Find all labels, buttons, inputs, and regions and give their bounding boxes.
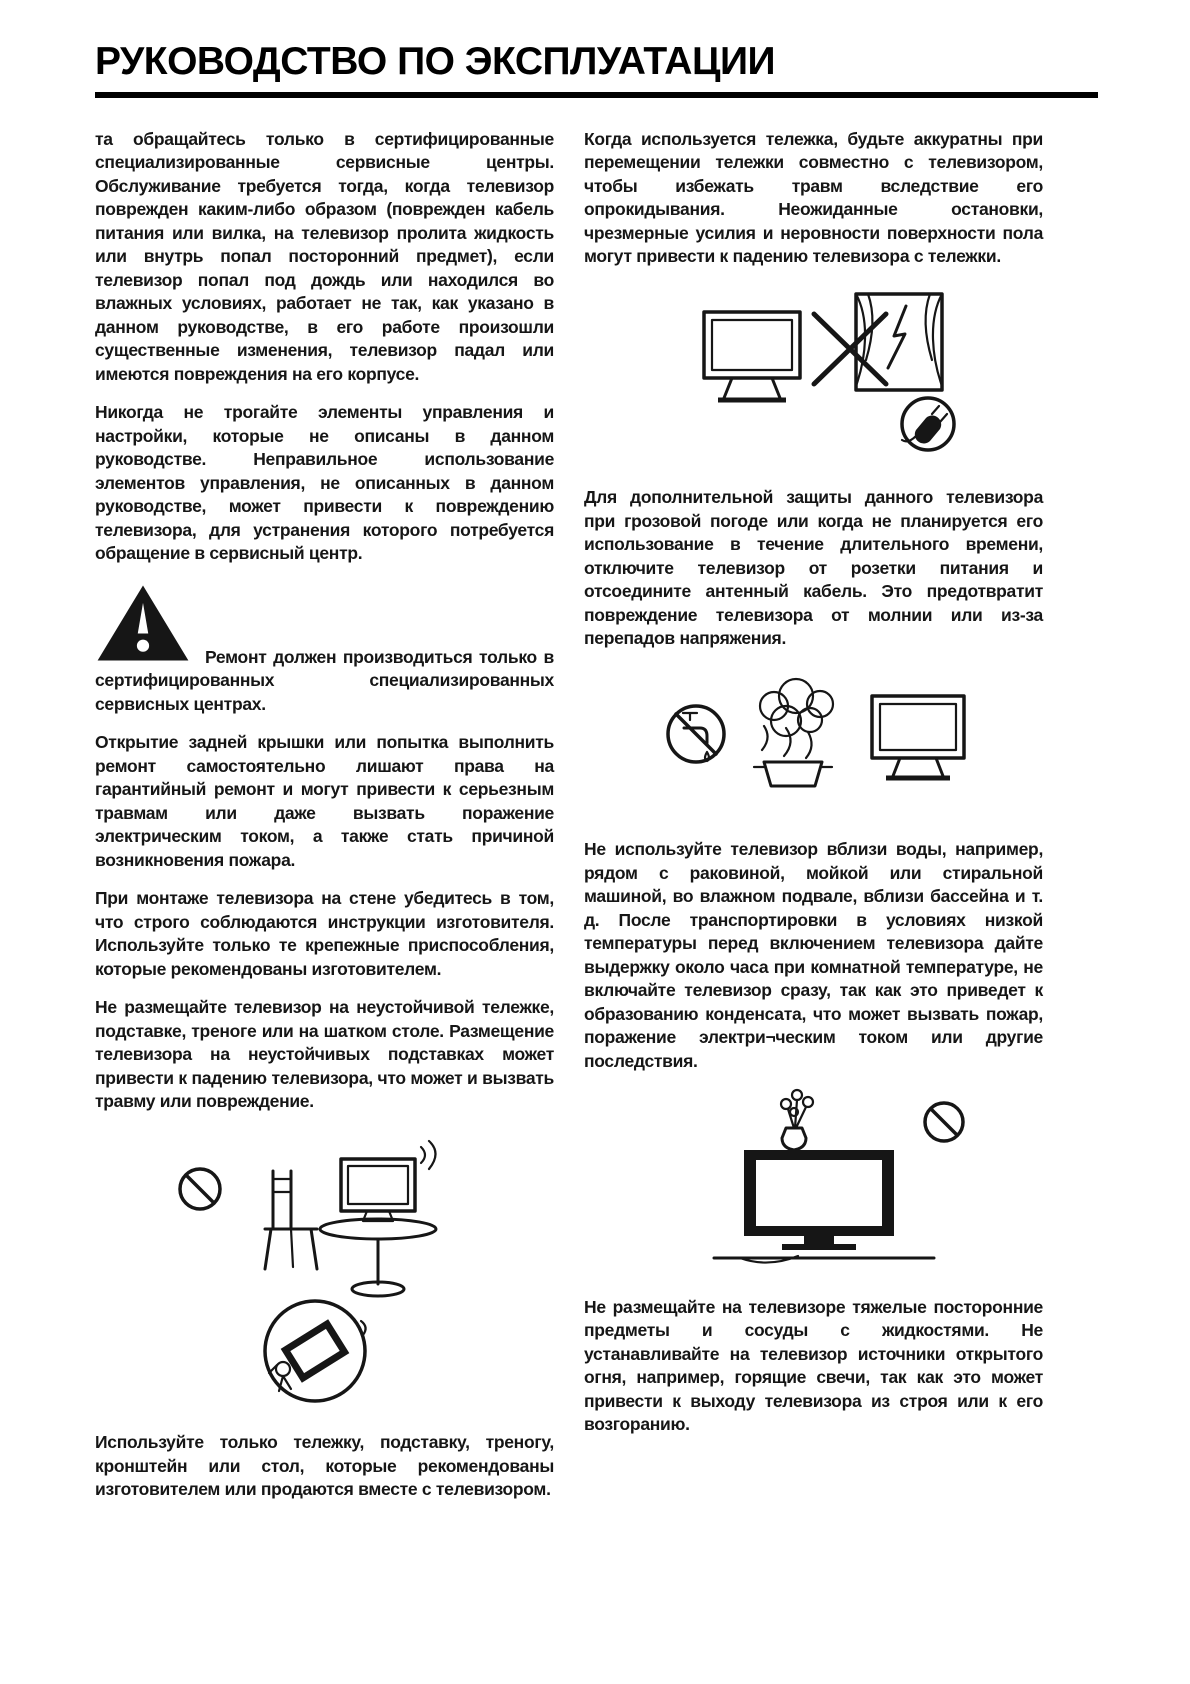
tv-icon bbox=[744, 1150, 894, 1250]
paragraph-wall-mount: При монтаже телевизора на стене убедитесь в том, что строго соблюдаются инструкции изготовителя. Используйте только те крепежные приспособления, которые рекомендованы изготовителем. bbox=[95, 888, 554, 979]
tv-icon bbox=[704, 312, 800, 400]
prohibition-circle-icon bbox=[925, 1103, 963, 1141]
paragraph-storm: Для дополнительной защиты данного телевизора при грозовой погоде или когда не планируется его использование в течение длительного времени, отключите телевизор от розетки питания и отсоедините антенный кабель. Это предотвратит повреждение телевизора от молнии или из-за перепадов напряжения. bbox=[584, 487, 1043, 649]
prohibition-circle-icon bbox=[180, 1169, 220, 1209]
paragraph-cart: Когда используется тележка, будьте аккуратны при перемещении тележки совместно с телевизором, чтобы избежать травм вследствие его опрокидывания. Неожиданные остановки, чрезмерные усилия и неровности поверхности пола могут привести к падению телевизора с тележки. bbox=[584, 128, 1043, 267]
table-surface-icon bbox=[714, 1256, 934, 1263]
left-column bbox=[95, 128, 554, 1517]
round-table-icon bbox=[320, 1219, 436, 1296]
no-vase-illustration bbox=[584, 1088, 1043, 1280]
tv-icon bbox=[872, 696, 964, 778]
right-column bbox=[584, 128, 1043, 1517]
no-vase-drawing bbox=[644, 1088, 984, 1273]
lightning-unplug-illustration bbox=[584, 284, 1043, 471]
paragraph-unstable-stand: Не размещайте телевизор на неустойчивой тележке, подставке, треноге или на шатком столе. Размещение телевизора на неустойчивых подставках может привести к падению телевизора, что может и вызвать травму или повреждение. bbox=[95, 997, 554, 1112]
window-lightning-icon bbox=[856, 294, 942, 390]
chair-icon bbox=[265, 1171, 317, 1269]
warning-triangle-icon bbox=[95, 581, 191, 665]
steam-cloud-icon bbox=[760, 679, 833, 758]
paragraph-controls: Никогда не трогайте элементы управления и настройки, которые не описаны в данном руководстве. Неправильное использование элементов управления, не описанных в данном руководстве, может привести к повреждению телевизора, для устранения которого потребуется обращение в сервисный центр. bbox=[95, 402, 554, 564]
paragraph-back-cover: Открытие задней крышки или попытка выполнить ремонт самостоятельно лишают права на гарантийный ремонт и могут привести к серьезным травмам или даже вызвать поражение электрическим током, а также стать причиной возникновения пожара. bbox=[95, 732, 554, 870]
title-rule bbox=[95, 92, 1098, 98]
no-water-illustration bbox=[584, 666, 1043, 823]
paragraph-service-centers: та обращайтесь только в сертифицированные специализированные сервисные центры. Обслуживание требуется тогда, когда телевизор поврежден каким-либо образом (поврежден кабель питания или вилка, на телевизор пролита жидкость или внутрь попал посторонний предмет), если телевизор попал под дождь или находился во влажных условиях, работает не так, как указано в данном руководстве, в его работе произошли существенные изменения, телевизор падал или имеются повреждения на его корпусе. bbox=[95, 128, 554, 384]
unstable-furniture-illustration bbox=[95, 1129, 554, 1416]
tv-on-table-icon bbox=[341, 1159, 415, 1221]
unstable-furniture-drawing bbox=[145, 1129, 505, 1409]
lightning-unplug-drawing bbox=[644, 284, 984, 464]
cross-out-icon bbox=[814, 314, 886, 384]
paragraph-heavy-objects: Не размещайте на телевизоре тяжелые посторонние предметы и сосуды с жидкостями. Не устанавливайте на телевизор источники открытого огня, например, горящие свечи, так как это может привести к выходу телевизора из строя или к его возгоранию. bbox=[584, 1296, 1043, 1435]
repair-warning-paragraph bbox=[95, 581, 554, 717]
pot-icon bbox=[754, 762, 832, 786]
no-water-drawing bbox=[644, 666, 984, 816]
signal-waves-icon bbox=[421, 1141, 436, 1169]
repair-warning-text: Ремонт должен производиться только в сертифицированных специализированных сервисных центрах. bbox=[95, 646, 554, 714]
no-faucet-icon bbox=[668, 706, 724, 762]
paragraph-water: Не используйте телевизор вблизи воды, например, рядом с раковиной, мойкой или стиральной машиной, во влажном подвале, вблизи бассейна и т. д. После транспортировки в условиях низкой температуры перед включением телевизора дайте выдержку около часа при комнатной температуре, не включайте телевизор сразу, так как это приведет к образованию конденсата, что может вызвать пожар, поражение электри¬ческим током или другие последствия. bbox=[584, 839, 1043, 1071]
page-title: РУКОВОДСТВО ПО ЭКСПЛУАТАЦИИ bbox=[95, 40, 776, 83]
unplug-icon bbox=[902, 398, 954, 450]
paragraph-use-only: Используйте только тележку, подставку, треногу, кронштейн или стол, которые рекомендованы изготовителем или продаются вместе с телевизором. bbox=[95, 1432, 554, 1500]
content-columns bbox=[95, 128, 1098, 1517]
